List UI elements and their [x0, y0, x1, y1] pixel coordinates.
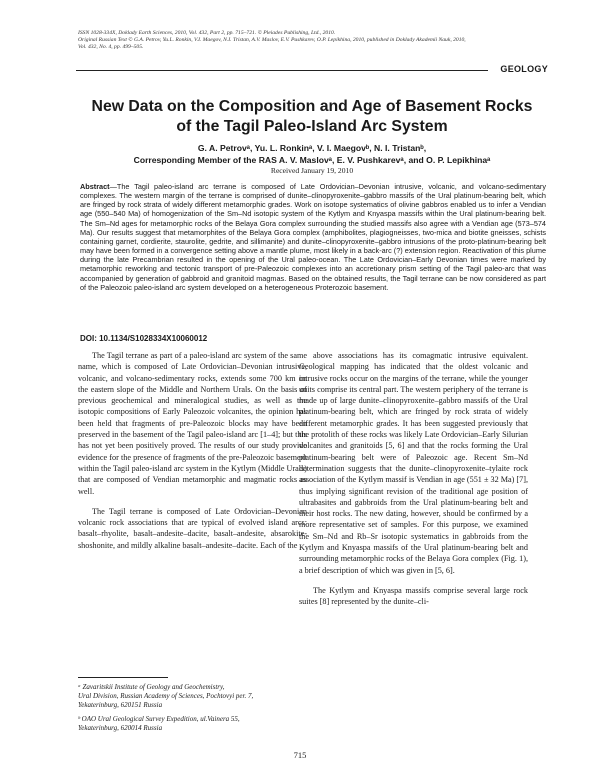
abstract [80, 182, 546, 292]
article-title [76, 97, 548, 137]
doi: DOI: 10.1134/S1028334X10060012 [80, 334, 208, 343]
footnote-line: Yekaterinburg, 620014 Russia [78, 724, 163, 732]
received-date: Received January 19, 2010 [270, 166, 354, 175]
footnote-b [78, 715, 307, 733]
journal-header [78, 30, 548, 52]
footnote-a [78, 683, 307, 710]
paragraph: The Tagil terrane is composed of Late Ordovician–Devonian volcanic rock associations that are typical of evolved island arcs: basalt–rhyolite, basalt–andesite–dacite, basalt–andesite, absarokite-shoshonite, and mildly alkaline basalt–andesite–dacite. Each of the [78, 506, 307, 550]
title-line-2: of the Tagil Paleo-Island Arc System [176, 118, 448, 135]
page-number: 715 [293, 750, 307, 760]
footnote-line: ᵃ Zavaritskii Institute of Geology and Geochemistry, [78, 683, 225, 691]
title-line-1: New Data on the Composition and Age of Basement Rocks [91, 98, 533, 115]
paragraph: above associations has its comagmatic intrusive equivalent. Geological mapping has indicated that the oldest volcanic and intrusive rocks occur on the margins of the terrane, while the younger units comprise its central part. The western periphery of the terrane is made up of large dunite–clinopyroxenite–gabbro massifs of the Ural platinum-bearing belt, which are fringed by rock strata of widely different metamorphic grades. It has been suggested previously that the protolith of these rocks was likely Late Ordovician–Early Silurian volcanites and granitoids [5, 6] and that the rocks forming the Ural platinum-bearing belt were of Paleozoic age. Recent Sm–Nd determination suggests that the dunite–clinopyroxenite–tylaite rock association of the Kytlym massif is Vendian in age (551 ± 32 Ma) [7], thus implying significant revision of the traditional age position of ultrabasites and gabbroids from the Ural platinum-bearing belt and their host rocks. The new dating, however, should be confirmed by a more representative set of samples. For this purpose, we examined the Sm–Nd and Rb–Sr isotopic systematics in gabbroids from the Kytlym and Knyaspa massifs of the Ural platinum-bearing belt and surrounding metamorphic rocks of the Belaya Gora complex (Fig. 1), a brief description of which was given in [5, 6]. [299, 351, 529, 575]
header-line-1: ISSN 1028-334X, Doklady Earth Sciences, 2010, Vol. 432, Part 2, pp. 715–721. © Pleiades Publishing, Ltd., 2010. [78, 30, 336, 36]
header-line-2: Original Russian Text © G.A. Petrov, Yu.L. Ronkin, V.I. Maegov, N.I. Tristan, A.V. Maslov, E.V. Pushkarev, O.P. Lepikhina, 2010, published in Doklady Akademii Nauk, 2010, [78, 37, 466, 44]
section-label: GEOLOGY [494, 64, 548, 74]
footnote-line: Yekaterinburg, 620151 Russia [78, 701, 163, 709]
footnote-line: ᵇ OAO Ural Geological Survey Expedition, ul.Vainera 55, [78, 715, 240, 723]
left-column [78, 350, 307, 551]
section-rule [76, 70, 488, 71]
footnote-rule [78, 677, 168, 678]
right-column [299, 350, 528, 608]
header-line-3: Vol. 432, No. 4, pp. 499–505. [78, 44, 144, 51]
abstract-text: —The Tagil paleo-island arc terrane is composed of Late Ordovician–Devonian intrusive, volcanic, and volcano-sedimentary complexes. The western margin of the terrane is comprised of dunite–clinopyroxenite–gabbro massifs of the Ural platinum-bearing belt, which are fringed by rock strata of widely different metamorphic grades. Work on isotope systematics of olivine gabbros enabled us to infer a Vendian age (550–540 Ma) of homogenization of the Sm–Nd isotopic system of the Kytlym and Knyaspa massifs within the Ural platinum-bearing belt. The Sm–Nd ages for metamorphic rocks of the Belaya Gora complex surrounding the studied massifs also agree with a Vendian age (573–574 Ma). Our results suggest that metamorphites of the Belaya Gora complex (amphibolites, plagiogneisses, two-mica and biotite gneisses, schists containing garnet, cordierite, staurolite, gedrite, and sillimanite) and dunite–clinopyroxenite–gabbro intrusions of the proto-platinum-bearing belt may have been formed in a convergence setting above a mantle plume, most likely in a back-arc (?) extension region. Reactivation of this plume during the late Precambrian resulted in the opening of the Ural paleo-ocean. The Late Ordovician–Early Devonian times were marked by metamorphic reworking and tectonic transport of pre-Paleozoic complexes into an accretionary prism setting of the Tagil paleo-arc that was accompanied by generation of gabbroid and granitoid magmas. Based on the obtained results, the Tagil terrane can be now considered as part of the Paleozoic paleo-island arc system developed on a heterogeneous Proterozoic basement. [80, 182, 546, 292]
section-heading [76, 64, 548, 78]
author-list [76, 143, 548, 166]
abstract-label: Abstract [80, 182, 110, 191]
paragraph: The Kytlym and Knyaspa massifs comprise several large rock suites [8] represented by the dunite–cli- [299, 585, 528, 607]
authors-line-2: Corresponding Member of the RAS A. V. Maslovᵃ, E. V. Pushkarevᵃ, and O. P. Lepikhinaᵃ [133, 154, 491, 165]
authors-line-1: G. A. Petrovᵃ, Yu. L. Ronkinᵃ, V. I. Maegovᵇ, N. I. Tristanᵇ, [197, 143, 427, 153]
footnote-line: Ural Division, Russian Academy of Sciences, Pochtovyi per. 7, [78, 692, 254, 700]
paragraph: The Tagil terrane as part of a paleo-island arc system of the same name, which is composed of Late Ordovician–Devonian intrusive, volcanic, and volcano-sedimentary rocks, extends some 700 km on the eastern slope of the Middle and Northern Urals. On the basis of previous geochemical and mineralogical studies, as well as the isotopic compositions of Early Paleozoic volcanites, the opinion has been held that fragments of pre-Paleozoic blocks may have been preserved in the basement of the Tagil paleo-island arc [1–4]; but this has not yet been positively proved. The results of our study provide evidence for the presence of fragments of the pre-Paleozoic basement within the Tagil paleo-island arc system in the Kytlym (Middle Urals) that are composed of Vendian metamorphic and magmatic rocks as well. [78, 351, 307, 496]
